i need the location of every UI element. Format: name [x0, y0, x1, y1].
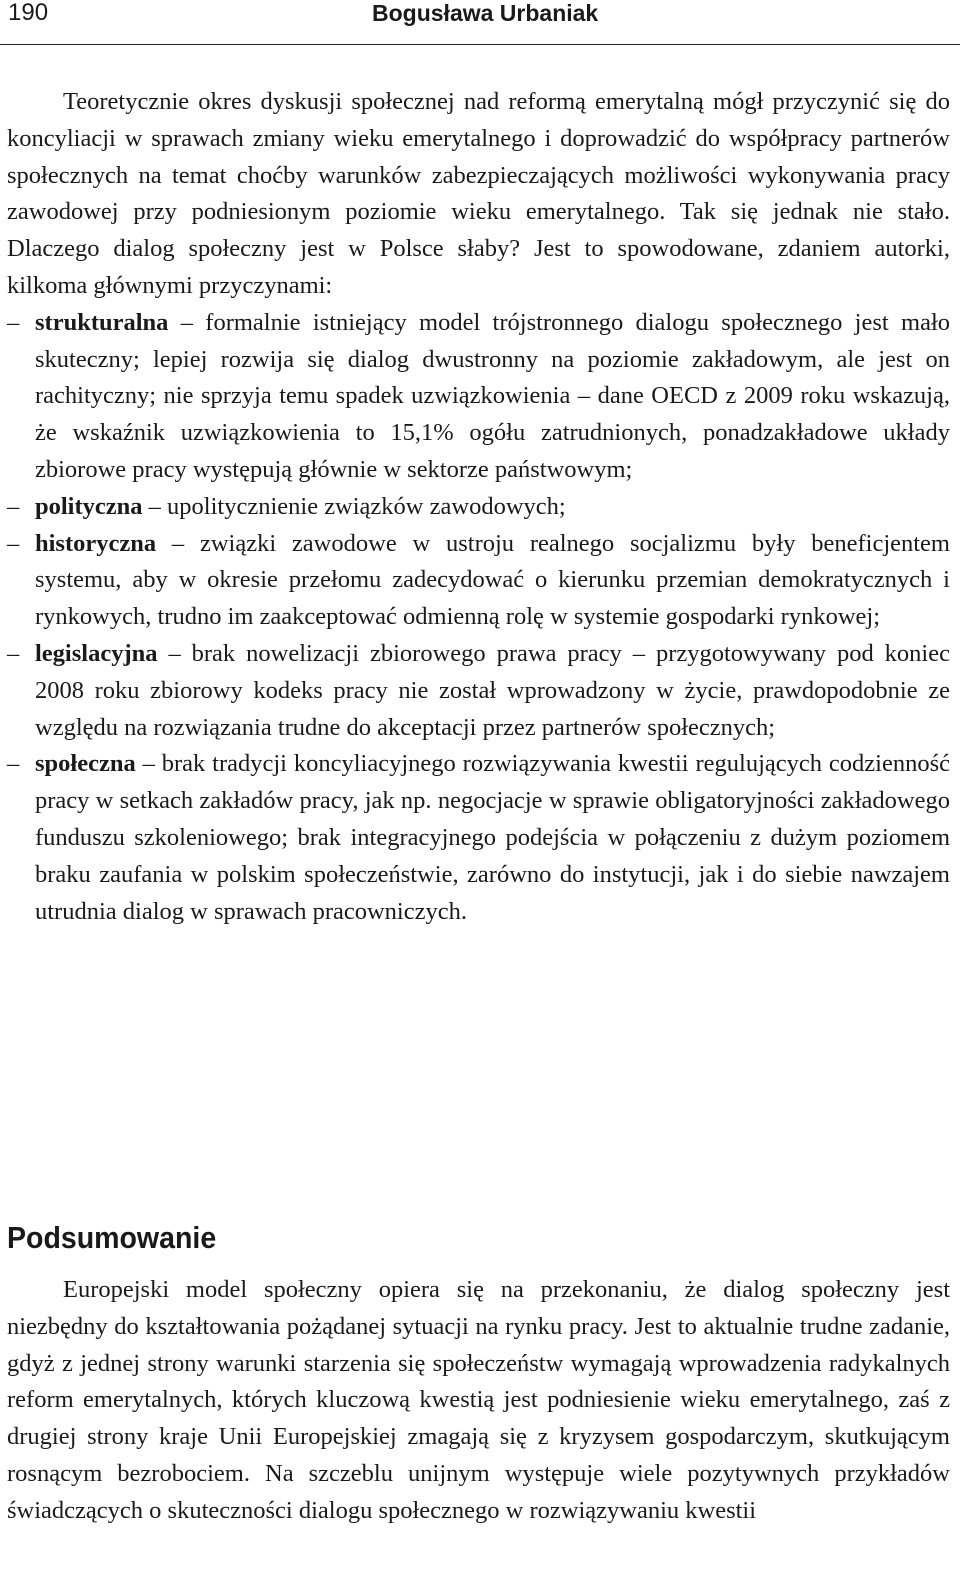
- reason-term: polityczna: [35, 492, 143, 520]
- running-header: [0, 0, 960, 45]
- summary-text: [7, 1272, 950, 1530]
- list-dash: –: [7, 750, 20, 778]
- list-item-historyczna: [7, 526, 950, 636]
- list-item-strukturalna: [7, 305, 950, 489]
- running-head-author: Bogusława Urbaniak: [372, 0, 599, 26]
- reasons-list: [7, 305, 950, 931]
- reason-term: społeczna: [35, 750, 136, 778]
- summary-paragraph: Europejski model społeczny opiera się na przekonaniu, że dialog społeczny jest niezbędny do kształtowania pożądanej sytuacji na rynku pracy. Jest to aktualnie trudne zadanie, gdyż z jednej strony warunki starzenia się społeczeństw wymagają wprowadzenia radykalnych reform emerytalnych, których kluczową kwestią jest podniesienie wieku emerytalnego, zaś z drugiej strony kraje Unii Europejskiej zmagają się z kryzysem gospodarczym, skutkującym rosnącym bezrobociem. Na szczeblu unijnym występuje wiele pozytywnych przykładów świadczących o skuteczności dialogu społecznego w rozwiązywaniu kwestii: [7, 1276, 950, 1524]
- section-heading: Podsumowanie: [7, 1219, 217, 1255]
- main-text: [7, 84, 950, 930]
- list-item-polityczna: [7, 489, 950, 526]
- reason-text: – brak nowelizacji zbiorowego prawa pracy – przygotowywany pod koniec 2008 roku zbiorowy kodeks pracy nie został wprowadzony w życie, prawdopodobnie ze względu na rozwiązania trudne do akceptacji przez partnerów społecznych;: [35, 639, 950, 741]
- intro-paragraph: Teoretycznie okres dyskusji społecznej nad reformą emerytalną mógł przyczynić się do koncyliacji w sprawach zmiany wieku emerytalnego i doprowadzić do współpracy partnerów społecznych na temat choćby warunków zabezpieczających możliwości wykonywania pracy zawodowej przy podniesionym poziomie wieku emerytalnego. Tak się jednak nie stało. Dlaczego dialog społeczny jest w Polsce słaby? Jest to spowodowane, zdaniem autorki, kilkoma głównymi przyczynami:: [7, 88, 950, 299]
- reason-text: – brak tradycji koncyliacyjnego rozwiązywania kwestii regulujących codzienność pracy w setkach zakładów pracy, jak np. negocjacje w sprawie obligatoryjności zakładowego funduszu szkoleniowego; brak integracyjnego podejścia w połączeniu z dużym poziomem braku zaufania w polskim społeczeństwie, zarówno do instytucji, jak i do siebie nawzajem utrudnia dialog w sprawach pracowniczych.: [35, 750, 950, 925]
- reason-term: legislacyjna: [35, 639, 158, 667]
- reason-term: strukturalna: [35, 308, 169, 336]
- reason-text: – formalnie istniejący model trójstronnego dialogu społecznego jest mało skuteczny; lepiej rozwija się dialog dwustronny na poziomie zakładowym, ale jest on rachityczny; nie sprzyja temu spadek uzwiązkowienia – dane OECD z 2009 roku wskazują, że wskaźnik uzwiązkowienia to 15,1% ogółu zatrudnionych, ponadzakładowe układy zbiorowe pracy występują głównie w sektorze państwowym;: [35, 308, 950, 483]
- page-number: 190: [8, 0, 49, 26]
- list-dash: –: [7, 639, 20, 667]
- reason-text: – upolitycznienie związków zawodowych;: [142, 492, 566, 520]
- list-dash: –: [7, 308, 20, 336]
- list-dash: –: [7, 492, 20, 520]
- list-item-spoleczna: [7, 746, 950, 930]
- reason-term: historyczna: [35, 529, 157, 557]
- list-dash: –: [7, 529, 20, 557]
- reason-text: – związki zawodowe w ustroju realnego socjalizmu były beneficjentem systemu, aby w okresie przełomu zadecydować o kierunku przemian demokratycznych i rynkowych, trudno im zaakceptować odmienną rolę w systemie gospodarki rynkowej;: [35, 529, 950, 631]
- list-item-legislacyjna: [7, 636, 950, 746]
